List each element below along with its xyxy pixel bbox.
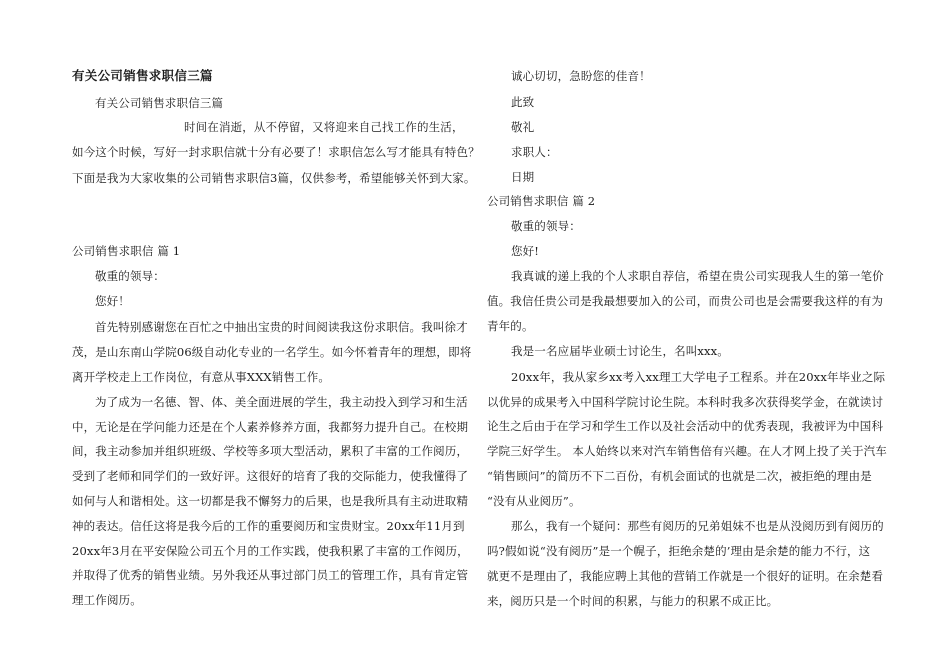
date-label: 日期 (511, 170, 535, 184)
paragraph-line: 神的表达。信任这将是我今后的工作的重要阅历和宝贵财宝。20xx年11月到 (72, 519, 465, 533)
salutation: 敬重的领导： (95, 269, 165, 283)
paragraph-line: 中，无论是在学问能力还是在个人素养修养方面，我都努力提升自己。在校期 (72, 420, 469, 434)
paragraph-line: 离开学校走上工作岗位，有意从事XXX销售工作。 (72, 370, 331, 384)
paragraph-line: 以优异的成果考入中国科学院讨论生院。本科时我多次获得奖学金，在就读讨 (487, 395, 884, 409)
paragraph-line: 学院三好学生。 本人始终以来对汽车销售倍有兴趣。在人才网上投了关于汽车 (487, 444, 887, 458)
paragraph-line: 20xx年3月在平安保险公司五个月的工作实践，使我积累了丰富的工作阅历， (72, 544, 469, 558)
paragraph-line: 理工作阅历。 (72, 593, 142, 607)
paragraph-line: 就更不是理由了，我能应聘上其他的营销工作就是一个很好的证明。在余楚看 (487, 569, 884, 583)
paragraph-line: 吗?假如说“没有阅历”是一个幌子，拒绝余楚的’理由是余楚的能力不行，这 (487, 544, 871, 558)
paragraph-line: “没有从业阅历”。 (487, 494, 581, 508)
paragraph-line: 为了成为一名德、智、体、美全面进展的学生，我主动投入到学习和生活 (95, 395, 468, 409)
paragraph-line: 论生之后由于在学习和学生工作以及社会活动中的优秀表现，我被评为中国科 (487, 419, 884, 433)
paragraph-line: 20xx年，我从家乡xx考入xx理工大学电子工程系。并在20xx年毕业之际 (511, 370, 886, 384)
intro-line: 时间在消逝，从不停留，又将迎来自己找工作的生活， (184, 120, 464, 134)
paragraph-line: 我是一名应届毕业硕士讨论生，名叫xxx。 (511, 344, 729, 358)
paragraph-line: 我真诚的递上我的个人求职自荐信，希望在贵公司实现我人生的第一笔价 (511, 269, 884, 283)
paragraph-line: “销售顾问”的简历不下二百份，有机会面试的也就是二次，被拒绝的理由是 (487, 469, 872, 483)
letter2-heading: 公司销售求职信 篇 2 (487, 194, 596, 208)
paragraph-line: 那么，我有一个疑问：那些有阅历的兄弟姐妹不也是从没阅历到有阅历的 (511, 519, 884, 533)
closing-line: 诚心切切，急盼您的佳音！ (511, 69, 651, 83)
sign-off: 此致 (511, 95, 535, 109)
letter1-heading: 公司销售求职信 篇 1 (72, 244, 181, 258)
greeting: 您好！ (95, 294, 130, 308)
paragraph-line: 如何与人和谐相处。这一切都是我不懈努力的后果，也是我所具有主动进取精 (72, 494, 469, 508)
paragraph-line: 首先特别感谢您在百忙之中抽出宝贵的时间阅读我这份求职信。我叫徐才 (95, 320, 468, 334)
paragraph-line: 来，阅历只是一个时间的积累，与能力的积累不成正比。 (487, 594, 779, 608)
paragraph-line: 受到了老师和同学们的一致好评。这很好的培育了我的交际能力，使我懂得了 (72, 469, 469, 483)
paragraph-line: 值。我信任贵公司是我最想要加入的公司，而贵公司也是会需要我这样的有为 (487, 294, 884, 308)
paragraph-line: 并取得了优秀的销售业绩。另外我还从事过部门员工的管理工作，具有肯定管 (72, 568, 469, 582)
intro-line: 如今这个时候，写好一封求职信就十分有必要了！求职信怎么写才能具有特色？ (72, 145, 480, 159)
document-subtitle: 有关公司销售求职信三篇 (95, 96, 224, 110)
paragraph-line: 茂，是山东南山学院06级自动化专业的一名学生。如今怀着青年的理想，即将 (72, 345, 472, 359)
intro-line: 下面是我为大家收集的公司销售求职信3篇，仅供参考，希望能够关怀到大家。 (72, 171, 476, 185)
greeting: 您好! (511, 244, 540, 258)
applicant-label: 求职人： (511, 145, 558, 159)
sign-off: 敬礼 (511, 120, 535, 134)
salutation: 敬重的领导： (511, 219, 581, 233)
paragraph-line: 间，我主动参加并组织班级、学校等多项大型活动，累积了丰富的工作阅历， (72, 444, 469, 458)
paragraph-line: 青年的。 (487, 319, 534, 333)
document-title: 有关公司销售求职信三篇 (72, 68, 213, 83)
